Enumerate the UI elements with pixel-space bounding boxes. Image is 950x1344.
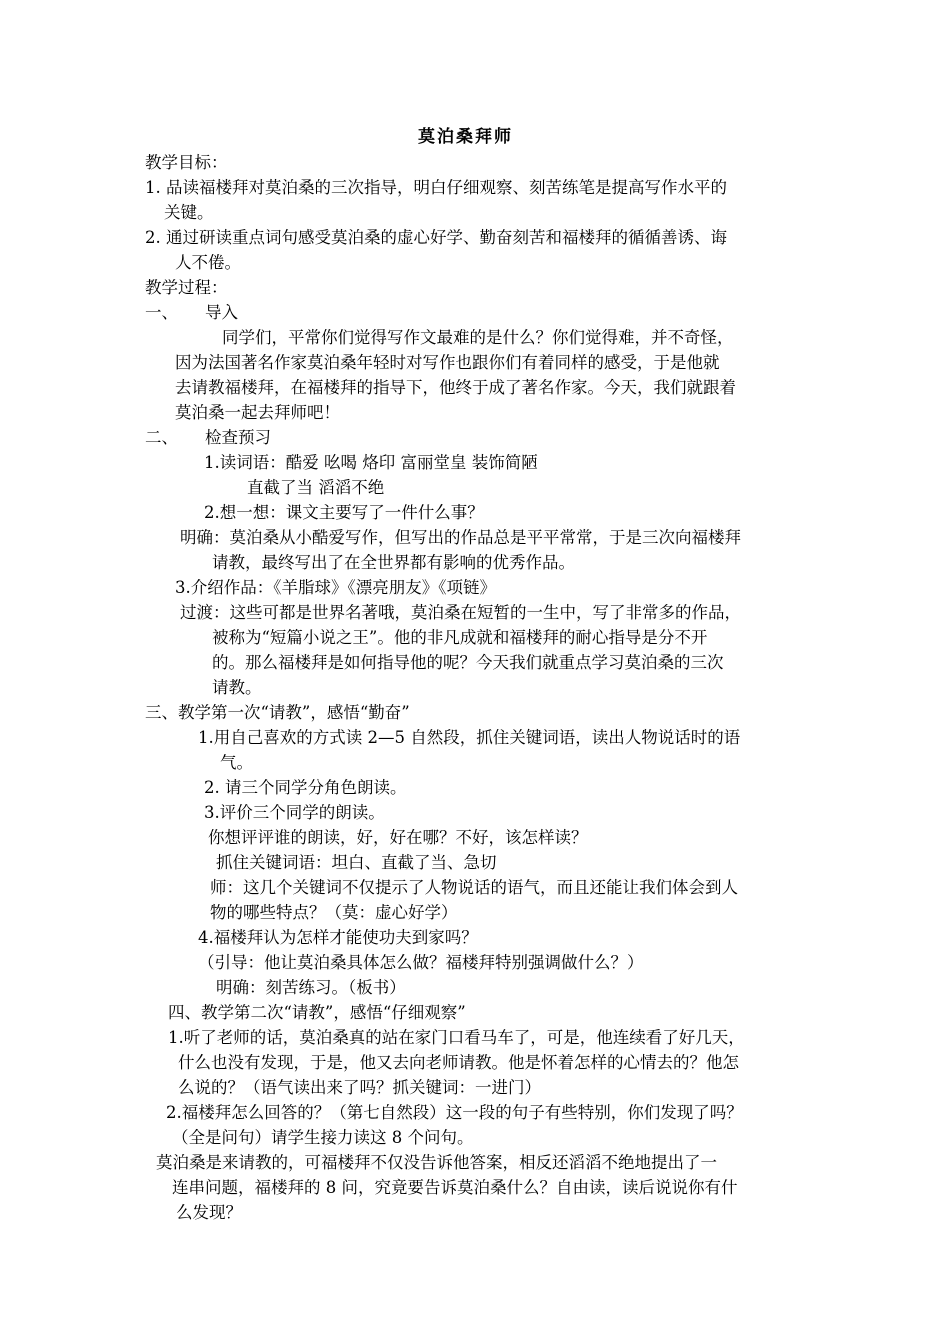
paragraph-line: 去请教福楼拜，在福楼拜的指导下，他终于成了著名作家。今天，我们就跟着 bbox=[175, 378, 736, 397]
paragraph-line: 过渡：这些可都是世界名著哦，莫泊桑在短暂的一生中，写了非常多的作品， bbox=[180, 603, 741, 622]
paragraph-line: 抓住关键词语：坦白、直截了当、急切 bbox=[216, 853, 497, 872]
paragraph-line: （全是问句）请学生接力读这 8 个问句。 bbox=[172, 1128, 474, 1147]
paragraph-line: 么发现？ bbox=[176, 1203, 242, 1222]
paragraph-line: 被称为“短篇小说之王”。他的非凡成就和福楼拜的耐心指导是分不开 bbox=[212, 628, 708, 647]
paragraph-line: 2.想一想：课文主要写了一件什么事？ bbox=[204, 503, 484, 522]
paragraph-line: 师：这几个关键词不仅提示了人物说话的语气，而且还能让我们体会到人 bbox=[210, 878, 738, 897]
page-title: 莫泊桑拜师 bbox=[418, 127, 513, 147]
paragraph-line: 什么也没有发现，于是，他又去向老师请教。他是怀着怎样的心情去的？他怎 bbox=[178, 1053, 739, 1072]
paragraph-line: 同学们，平常你们觉得写作文最难的是什么？你们觉得难，并不奇怪， bbox=[222, 328, 734, 347]
part-3-heading: 三、教学第一次“请教”，感悟“勤奋” bbox=[145, 703, 410, 722]
paragraph-line: 1.听了老师的话，莫泊桑真的站在家门口看马车了，可是，他连续看了好几天， bbox=[168, 1028, 745, 1047]
paragraph-line: 明确：刻苦练习。（板书） bbox=[216, 978, 406, 997]
paragraph-line: 3.介绍作品：《羊脂球》《漂亮朋友》《项链》 bbox=[175, 578, 496, 597]
paragraph-line: 明确：莫泊桑从小酷爱写作，但写出的作品总是平平常常，于是三次向福楼拜 bbox=[180, 528, 741, 547]
paragraph-line: 2. 请三个同学分角色朗读。 bbox=[204, 778, 407, 797]
paragraph-line: 2.福楼拜怎么回答的？（第七自然段）这一段的句子有些特别，你们发现了吗？ bbox=[166, 1103, 743, 1122]
paragraph-line: 4.福楼拜认为怎样才能使功夫到家吗？ bbox=[198, 928, 478, 947]
paragraph-line: 直截了当 滔滔不绝 bbox=[247, 478, 385, 497]
paragraph-line: 连串问题，福楼拜的 8 问，究竟要告诉莫泊桑什么？自由读，读后说说你有什 bbox=[172, 1178, 738, 1197]
section-heading-process: 教学过程： bbox=[145, 278, 228, 297]
paragraph-line: （引导：他让莫泊桑具体怎么做？福楼拜特别强调做什么？） bbox=[198, 953, 644, 972]
part-2-number: 二、 bbox=[145, 428, 178, 447]
part-1-heading: 导入 bbox=[205, 303, 238, 322]
part-4-heading: 四、教学第二次“请教”，感悟“仔细观察” bbox=[168, 1003, 466, 1022]
paragraph-line: 请教。 bbox=[212, 678, 262, 697]
paragraph-line: 的。那么福楼拜是如何指导他的呢？今天我们就重点学习莫泊桑的三次 bbox=[212, 653, 724, 672]
section-heading-goals: 教学目标： bbox=[145, 153, 228, 172]
paragraph-line: 莫泊桑一起去拜师吧！ bbox=[175, 403, 340, 422]
goal-item-2: 2. 通过研读重点词句感受莫泊桑的虚心好学、勤奋刻苦和福楼拜的循循善诱、诲 bbox=[145, 228, 727, 247]
paragraph-line: 莫泊桑是来请教的，可福楼拜不仅没告诉他答案，相反还滔滔不绝地提出了一 bbox=[156, 1153, 717, 1172]
paragraph-line: 么说的？（语气读出来了吗？抓关键词：一进门） bbox=[178, 1078, 541, 1097]
part-2-heading: 检查预习 bbox=[205, 428, 271, 447]
goal-item-2-cont: 人不倦。 bbox=[175, 253, 241, 272]
paragraph-line: 气。 bbox=[220, 753, 253, 772]
goal-item-1-cont: 关键。 bbox=[164, 203, 214, 222]
paragraph-line: 1.用自己喜欢的方式读 2—5 自然段，抓住关键词语，读出人物说话时的语 bbox=[198, 728, 741, 747]
paragraph-line: 1.读词语：酷爱 吆喝 烙印 富丽堂皇 装饰简陋 bbox=[204, 453, 538, 472]
paragraph-line: 请教，最终写出了在全世界都有影响的优秀作品。 bbox=[212, 553, 575, 572]
paragraph-line: 3.评价三个同学的朗读。 bbox=[204, 803, 385, 822]
paragraph-line: 你想评评谁的朗读，好，好在哪？不好，该怎样读？ bbox=[208, 828, 588, 847]
part-1-number: 一、 bbox=[145, 303, 178, 322]
goal-item-1: 1. 品读福楼拜对莫泊桑的三次指导，明白仔细观察、刻苦练笔是提高写作水平的 bbox=[145, 178, 727, 197]
paragraph-line: 因为法国著名作家莫泊桑年轻时对写作也跟你们有着同样的感受，于是他就 bbox=[175, 353, 720, 372]
paragraph-line: 物的哪些特点？（莫：虚心好学） bbox=[210, 903, 458, 922]
